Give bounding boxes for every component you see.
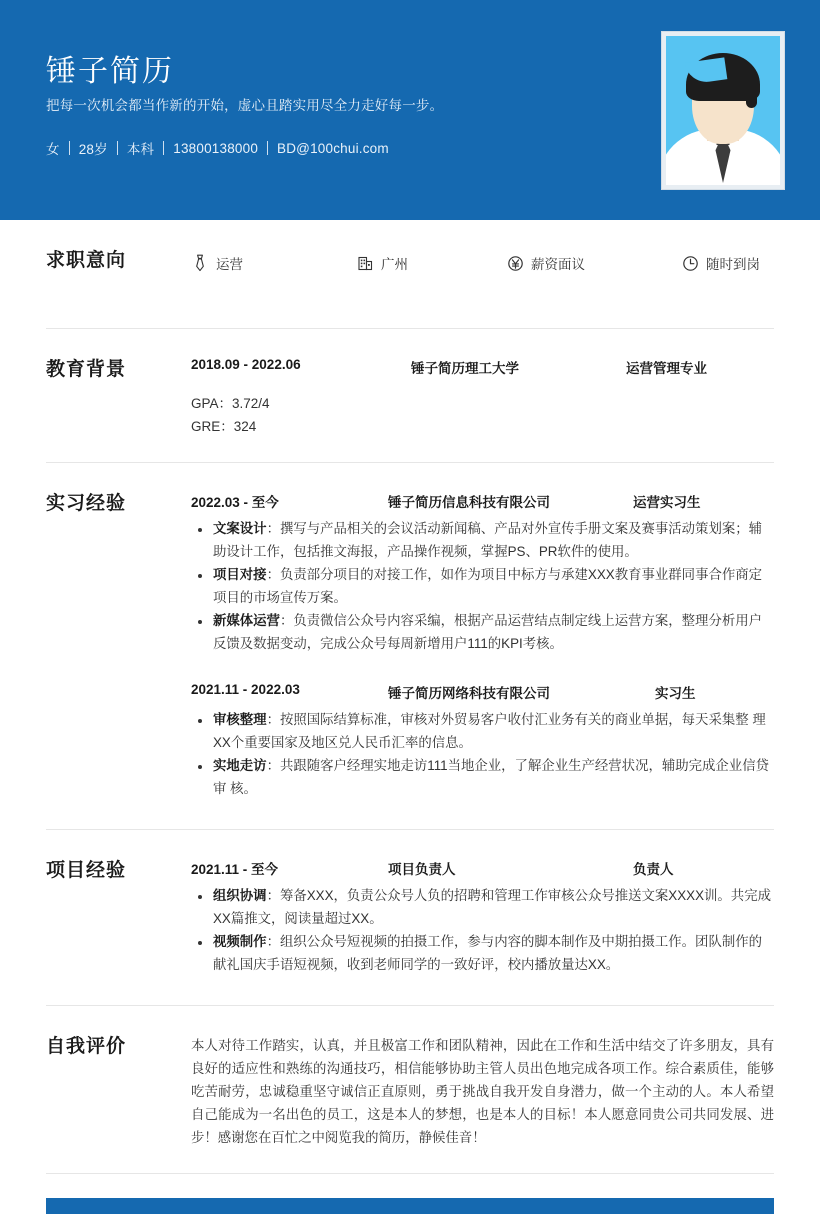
necktie-icon bbox=[191, 254, 209, 272]
contact-phone: 13800138000 bbox=[173, 140, 259, 156]
bullet-label: 新媒体运营 bbox=[213, 613, 280, 628]
project-bullet-list bbox=[191, 885, 774, 976]
list-item bbox=[191, 931, 774, 976]
section-internship bbox=[46, 463, 774, 830]
bullet-label: 项目对接 bbox=[213, 567, 267, 582]
project-role: 负责人 bbox=[633, 862, 674, 877]
project-name: 项目负责人 bbox=[388, 862, 456, 877]
intention-availability bbox=[681, 253, 760, 273]
list-item bbox=[191, 885, 774, 930]
internship-entry-header bbox=[191, 682, 774, 702]
intention-city-label: 广州 bbox=[381, 257, 408, 272]
internship-role: 运营实习生 bbox=[633, 495, 701, 510]
intention-city bbox=[356, 253, 506, 273]
footer-accent-bar bbox=[46, 1198, 774, 1214]
education-school: 锤子简历理工大学 bbox=[411, 361, 519, 376]
internship-bullet-list bbox=[191, 518, 774, 655]
section-content-internship bbox=[191, 463, 774, 829]
list-item bbox=[191, 518, 774, 563]
bullet-label: 审核整理 bbox=[213, 712, 267, 727]
education-date: 2018.09 - 2022.06 bbox=[191, 357, 301, 372]
education-gre: GRE：324 bbox=[191, 419, 257, 434]
education-major: 运营管理专业 bbox=[626, 361, 707, 376]
bullet-label: 视频制作 bbox=[213, 934, 267, 949]
bullet-text: ：共跟随客户经理实地走访111当地企业，了解企业生产经营状况，辅助完成企业信贷审 核。 bbox=[213, 758, 769, 796]
section-title-self-evaluation: 自我评价 bbox=[46, 1036, 127, 1057]
intention-availability-label: 随时到岗 bbox=[706, 257, 760, 272]
bullet-label: 组织协调 bbox=[213, 888, 267, 903]
contact-line bbox=[46, 138, 606, 158]
contact-divider bbox=[267, 141, 268, 155]
avatar bbox=[662, 32, 784, 189]
project-entry-header bbox=[191, 858, 774, 878]
education-gpa: GPA：3.72/4 bbox=[191, 396, 270, 411]
bullet-text: ：组织公众号短视频的拍摄工作，参与内容的脚本制作及中期拍摄工作。团队制作的献礼国庆手语短视频，收到老师同学的一致好评，校内播放量达XX。 bbox=[213, 934, 763, 972]
internship-company: 锤子简历信息科技有限公司 bbox=[388, 495, 550, 510]
resume-header bbox=[0, 0, 820, 220]
portrait-photo-icon bbox=[666, 36, 780, 185]
internship-bullet-list bbox=[191, 709, 774, 800]
education-details bbox=[191, 392, 774, 438]
list-item bbox=[191, 610, 774, 655]
bullet-text: ：负责部分项目的对接工作，如作为项目中标方与承建XXX教育事业群同事合作商定项目的市场宣传万案。 bbox=[213, 567, 763, 605]
list-item bbox=[191, 755, 774, 800]
internship-entry bbox=[191, 660, 774, 805]
contact-age: 28岁 bbox=[78, 142, 108, 157]
section-content-project bbox=[191, 830, 774, 1005]
header-motto: 把每一次机会都当作新的开始，虚心且踏实用尽全力走好每一步。 bbox=[46, 98, 444, 113]
section-title-job-intention: 求职意向 bbox=[46, 250, 127, 271]
section-title-education: 教育背景 bbox=[46, 359, 127, 380]
bullet-label: 文案设计 bbox=[213, 521, 267, 536]
bullet-text: ：负责微信公众号内容采编，根据产品运营结点制定线上运营方案，整理分析用户反馈及数据变动，完成公众号每周新增用户111的KPI考核。 bbox=[213, 613, 763, 651]
clock-icon bbox=[681, 254, 699, 272]
bullet-label: 实地走访 bbox=[213, 758, 267, 773]
bullet-text: ：撰写与产品相关的会议活动新闻稿、产品对外宣传手册文案及赛事活动策划案；辅助设计工作，包括推文海报，产品操作视频，掌握PS、PR软件的使用。 bbox=[213, 521, 763, 559]
section-project bbox=[46, 830, 774, 1006]
section-title-project: 项目经验 bbox=[46, 860, 127, 881]
intention-position-label: 运营 bbox=[216, 257, 243, 272]
internship-date: 2021.11 - 2022.03 bbox=[191, 682, 300, 697]
section-content-education bbox=[191, 329, 774, 462]
contact-gender: 女 bbox=[46, 142, 60, 157]
bullet-text: ：筹备XXX，负责公众号人负的招聘和管理工作审核公众号推送文案XXXX训。共完成XX篇推文，阅读量超过XX。 bbox=[213, 888, 771, 926]
education-row bbox=[191, 357, 774, 377]
bullet-text: ：按照国际结算标准，审核对外贸易客户收付汇业务有关的商业单据，每天采集整 理XX个重要国家及地区兑人民币汇率的信息。 bbox=[213, 712, 766, 750]
header-text-block bbox=[46, 52, 606, 158]
internship-entry bbox=[191, 491, 774, 660]
self-evaluation-text: 本人对待工作踏实，认真，并且极富工作和团队精神，因此在工作和生活中结交了许多朋友，具有良好的适应性和熟练的沟通技巧，相信能够协助主管人员出色地完成各项工作。综合素质佳，能够吃苦耐劳，忠诚稳重坚守诚信正直原则，勇于挑战自我开发自身潜力，做一个主动的人。本人希望自己能成为一名出色的员工，这是本人的梦想，也是本人的目标！本人愿意同贵公司共同发展、进步！感谢您在百忙之中阅览我的简历，静候佳音！ bbox=[191, 1038, 774, 1145]
section-self-evaluation bbox=[46, 1006, 774, 1174]
yen-circle-icon bbox=[506, 254, 524, 272]
project-entry bbox=[191, 858, 774, 981]
list-item bbox=[191, 564, 774, 609]
section-content-job-intention bbox=[191, 220, 774, 328]
contact-divider bbox=[163, 141, 164, 155]
contact-divider bbox=[117, 141, 118, 155]
section-education bbox=[46, 329, 774, 463]
list-item bbox=[191, 709, 774, 754]
internship-role: 实习生 bbox=[655, 686, 696, 701]
job-intention-row bbox=[191, 248, 774, 304]
contact-email: BD@100chui.com bbox=[277, 140, 389, 156]
section-title-internship: 实习经验 bbox=[46, 493, 127, 514]
internship-company: 锤子简历网络科技有限公司 bbox=[388, 686, 550, 701]
contact-education: 本科 bbox=[126, 142, 155, 157]
section-content-self-evaluation bbox=[191, 1006, 774, 1173]
building-icon bbox=[356, 254, 374, 272]
intention-salary bbox=[506, 253, 681, 273]
resume-body bbox=[0, 220, 820, 1174]
footer bbox=[0, 1198, 820, 1214]
intention-salary-label: 薪资面议 bbox=[531, 257, 585, 272]
page-title: 锤子简历 bbox=[46, 55, 174, 88]
intention-position bbox=[191, 253, 356, 273]
project-date: 2021.11 - 至今 bbox=[191, 862, 279, 877]
internship-date: 2022.03 - 至今 bbox=[191, 495, 279, 510]
sideburn-shape bbox=[746, 78, 757, 108]
section-job-intention bbox=[46, 220, 774, 329]
internship-entry-header bbox=[191, 491, 774, 511]
contact-divider bbox=[69, 141, 70, 155]
